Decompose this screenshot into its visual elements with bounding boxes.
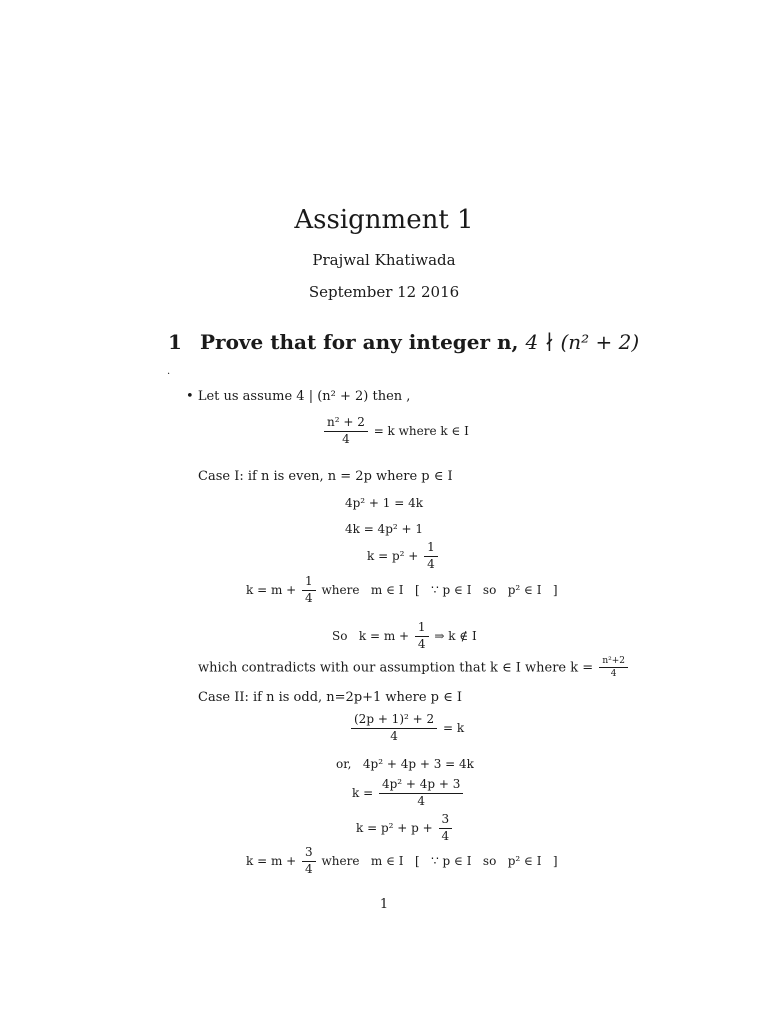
case1-equation-b: 4k = 4p² + 1	[344, 522, 424, 536]
case1-eq-d-den: 4	[305, 590, 313, 605]
case2-eq-c-num: 4p² + 4p + 3	[379, 778, 463, 794]
case1-eq-e-left: So k = m +	[332, 628, 410, 643]
equation-k-definition	[322, 416, 469, 447]
case1-contradiction	[198, 656, 630, 680]
case2-equation-c	[352, 778, 465, 809]
case2-equation-a	[349, 713, 464, 744]
case2-eq-e-den: 4	[305, 861, 313, 876]
case1-eq-d-num: 1	[302, 575, 316, 591]
case1-eq-e-num: 1	[415, 621, 429, 637]
case1-equation-a: 4p² + 1 = 4k	[344, 496, 424, 510]
case2-eq-c-left: k =	[352, 785, 374, 800]
case1-equation-c	[367, 541, 440, 572]
contradiction-text: which contradicts with our assumption that k ∈ I where k =	[198, 660, 594, 676]
case1-eq-d-left: k = m +	[246, 582, 297, 597]
case2-label: Case II: if n is odd, n=2p+1 where p ∈ I	[198, 690, 463, 705]
section-heading-math: 4 ∤ (n² + 2)	[525, 330, 640, 354]
case2-eq-a-right: = k	[442, 720, 465, 735]
case2-eq-a-den: 4	[390, 728, 398, 743]
case1-eq-e-right: ⇒ k ∉ I	[434, 628, 477, 643]
case2-eq-c-den: 4	[417, 793, 426, 808]
case1-eq-c-den: 4	[427, 556, 435, 571]
contradiction-num: n²+2	[599, 656, 628, 668]
case2-eq-e-right: where m ∈ I [ ∵ p ∈ I so p² ∈ I ]	[321, 853, 558, 868]
contradiction-den: 4	[610, 669, 617, 680]
case2-eq-d-num: 3	[439, 813, 453, 829]
case2-eq-d-den: 4	[441, 828, 450, 843]
section-number: 1	[168, 330, 182, 354]
eq1-denominator: 4	[342, 431, 350, 446]
section-heading	[168, 330, 639, 354]
case2-equation-b: or, 4p² + 4p + 3 = 4k	[336, 757, 474, 771]
section-heading-text: Prove that for any integer n,	[200, 330, 519, 354]
document-date: September 12 2016	[308, 283, 460, 301]
document-title: Assignment 1	[294, 205, 474, 235]
case1-eq-c-num: 1	[424, 541, 438, 557]
case2-equation-e	[246, 846, 558, 877]
case1-eq-d-right: where m ∈ I [ ∵ p ∈ I so p² ∈ I ]	[321, 582, 558, 597]
case1-eq-e-den: 4	[417, 636, 426, 651]
case2-eq-e-num: 3	[302, 846, 316, 862]
eq1-numerator: n² + 2	[324, 416, 368, 432]
case2-eq-d-left: k = p² + p +	[356, 820, 433, 835]
eq1-rest: = k where k ∈ I	[373, 423, 469, 438]
case1-equation-d	[246, 575, 558, 606]
case1-eq-c-left: k = p² +	[367, 548, 419, 563]
case1-label: Case I: if n is even, n = 2p where p ∈ I	[198, 469, 453, 484]
case2-eq-e-left: k = m +	[246, 853, 297, 868]
bullet-mark: •	[186, 389, 194, 404]
bullet-text: Let us assume 4 | (n² + 2) then ,	[197, 389, 411, 404]
case2-eq-a-num: (2p + 1)² + 2	[351, 713, 437, 729]
stray-dot: .	[167, 366, 171, 377]
case1-equation-e	[332, 621, 477, 652]
author-name: Prajwal Khatiwada	[312, 251, 456, 269]
bullet-item	[186, 389, 410, 404]
page-number: 1	[379, 897, 389, 912]
case2-equation-d	[356, 813, 454, 844]
